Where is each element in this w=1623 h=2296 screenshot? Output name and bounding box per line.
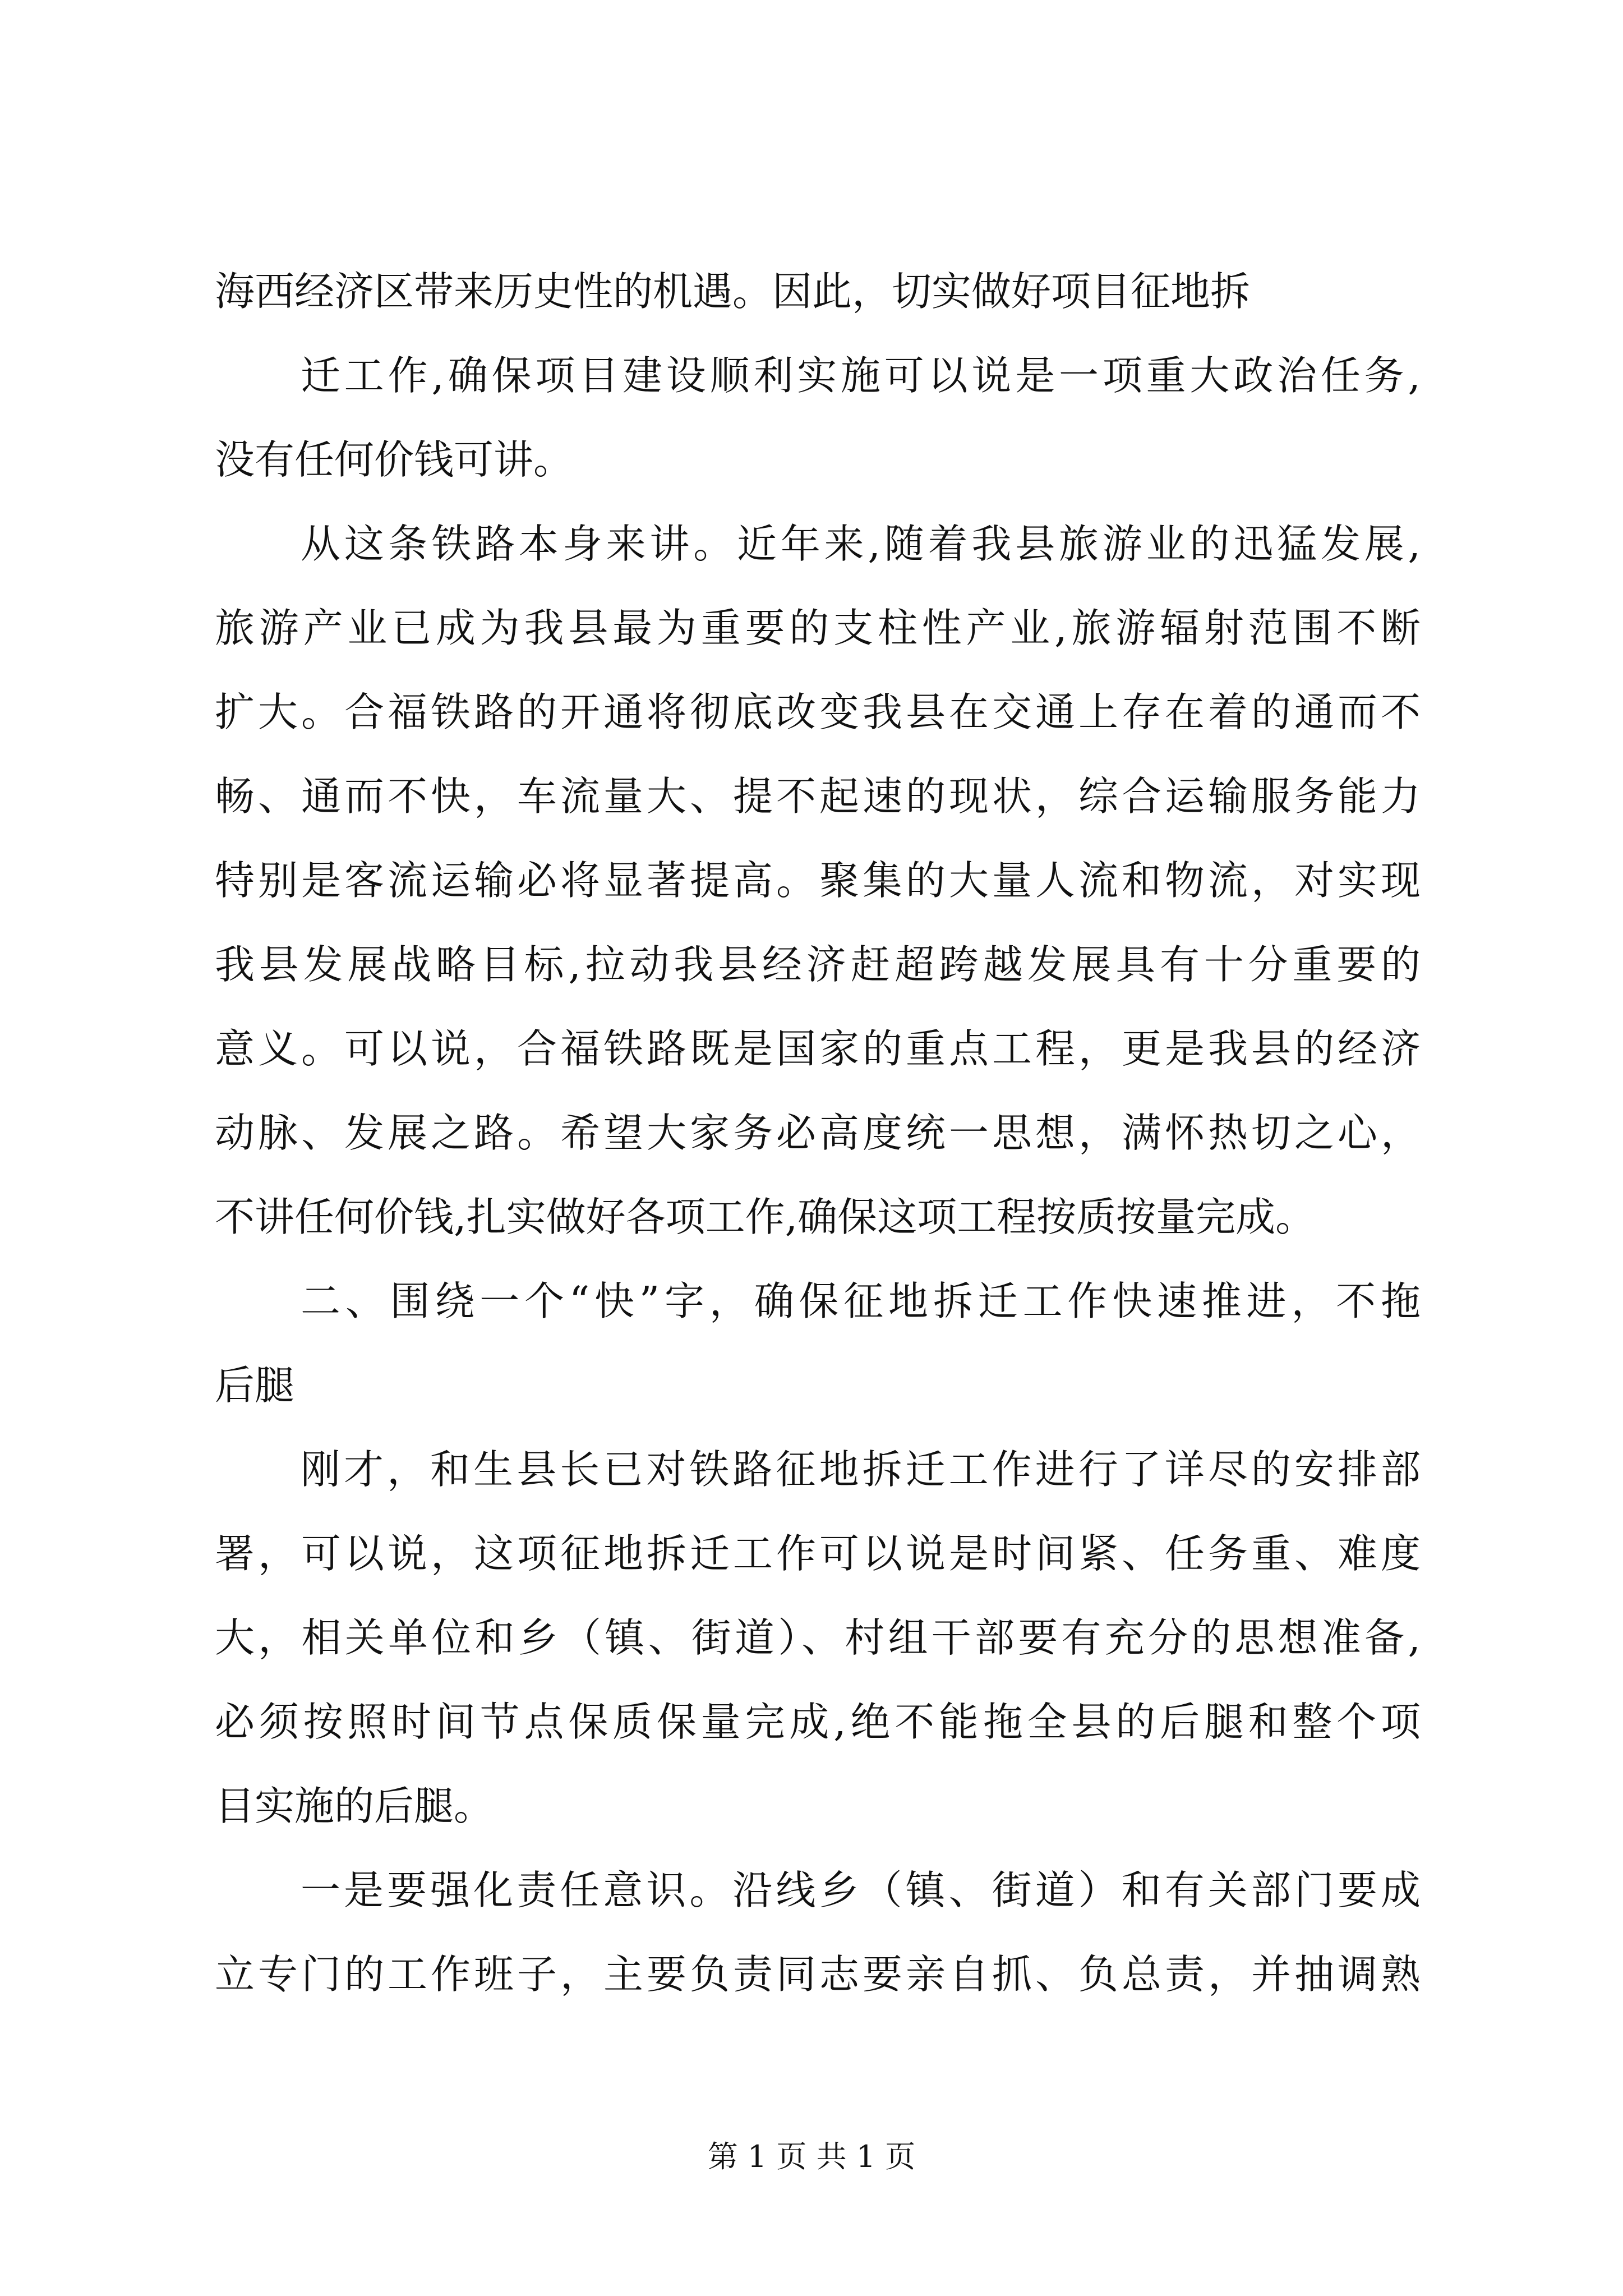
section-heading-line: 二、围绕一个“快”字，确保征地拆迁工作快速推进，不拖: [301, 1278, 1421, 1324]
text-line: 特别是客流运输必将显著提高。聚集的大量人流和物流，对实现: [215, 857, 1421, 904]
page-number-label: 第 1 页 共 1 页: [707, 2139, 916, 2174]
text-line: 我县发展战略目标,拉动我县经济赶超跨越发展具有十分重要的: [215, 941, 1421, 988]
text-line: 没有任何价钱可讲。: [215, 436, 574, 483]
text-line: 一是要强化责任意识。沿线乡（镇、街道）和有关部门要成: [301, 1867, 1421, 1913]
text-line: 海西经济区带来历史性的机遇。因此，切实做好项目征地拆: [215, 268, 1251, 315]
text-line: 署，可以说，这项征地拆迁工作可以说是时间紧、任务重、难度: [215, 1530, 1421, 1577]
section-heading-line: 后腿: [215, 1362, 295, 1409]
text-line: 立专门的工作班子，主要负责同志要亲自抓、负总责，并抽调熟: [215, 1951, 1421, 1998]
text-line: 畅、通而不快，车流量大、提不起速的现状，综合运输服务能力: [215, 773, 1421, 820]
text-line: 刚才，和生县长已对铁路征地拆迁工作进行了详尽的安排部: [301, 1446, 1421, 1493]
text-line: 迁工作,确保项目建设顺利实施可以说是一项重大政治任务,: [301, 352, 1421, 399]
document-body: [215, 250, 1421, 2017]
page-footer: [0, 2137, 1623, 2177]
text-line: 动脉、发展之路。希望大家务必高度统一思想，满怀热切之心，: [215, 1110, 1421, 1156]
text-line: 目实施的后腿。: [215, 1783, 494, 1829]
text-line: 从这条铁路本身来讲。近年来,随着我县旅游业的迅猛发展,: [301, 521, 1421, 567]
text-line: 意义。可以说，合福铁路既是国家的重点工程，更是我县的经济: [215, 1025, 1421, 1072]
text-line: 必须按照时间节点保质保量完成,绝不能拖全县的后腿和整个项: [215, 1699, 1421, 1745]
text-line: 旅游产业已成为我县最为重要的支柱性产业,旅游辐射范围不断: [215, 605, 1421, 651]
text-line: 不讲任何价钱,扎实做好各项工作,确保这项工程按质按量完成。: [215, 1194, 1316, 1240]
text-line: 大，相关单位和乡（镇、街道）、村组干部要有充分的思想准备,: [215, 1614, 1421, 1661]
text-line: 扩大。合福铁路的开通将彻底改变我县在交通上存在着的通而不: [215, 689, 1421, 735]
